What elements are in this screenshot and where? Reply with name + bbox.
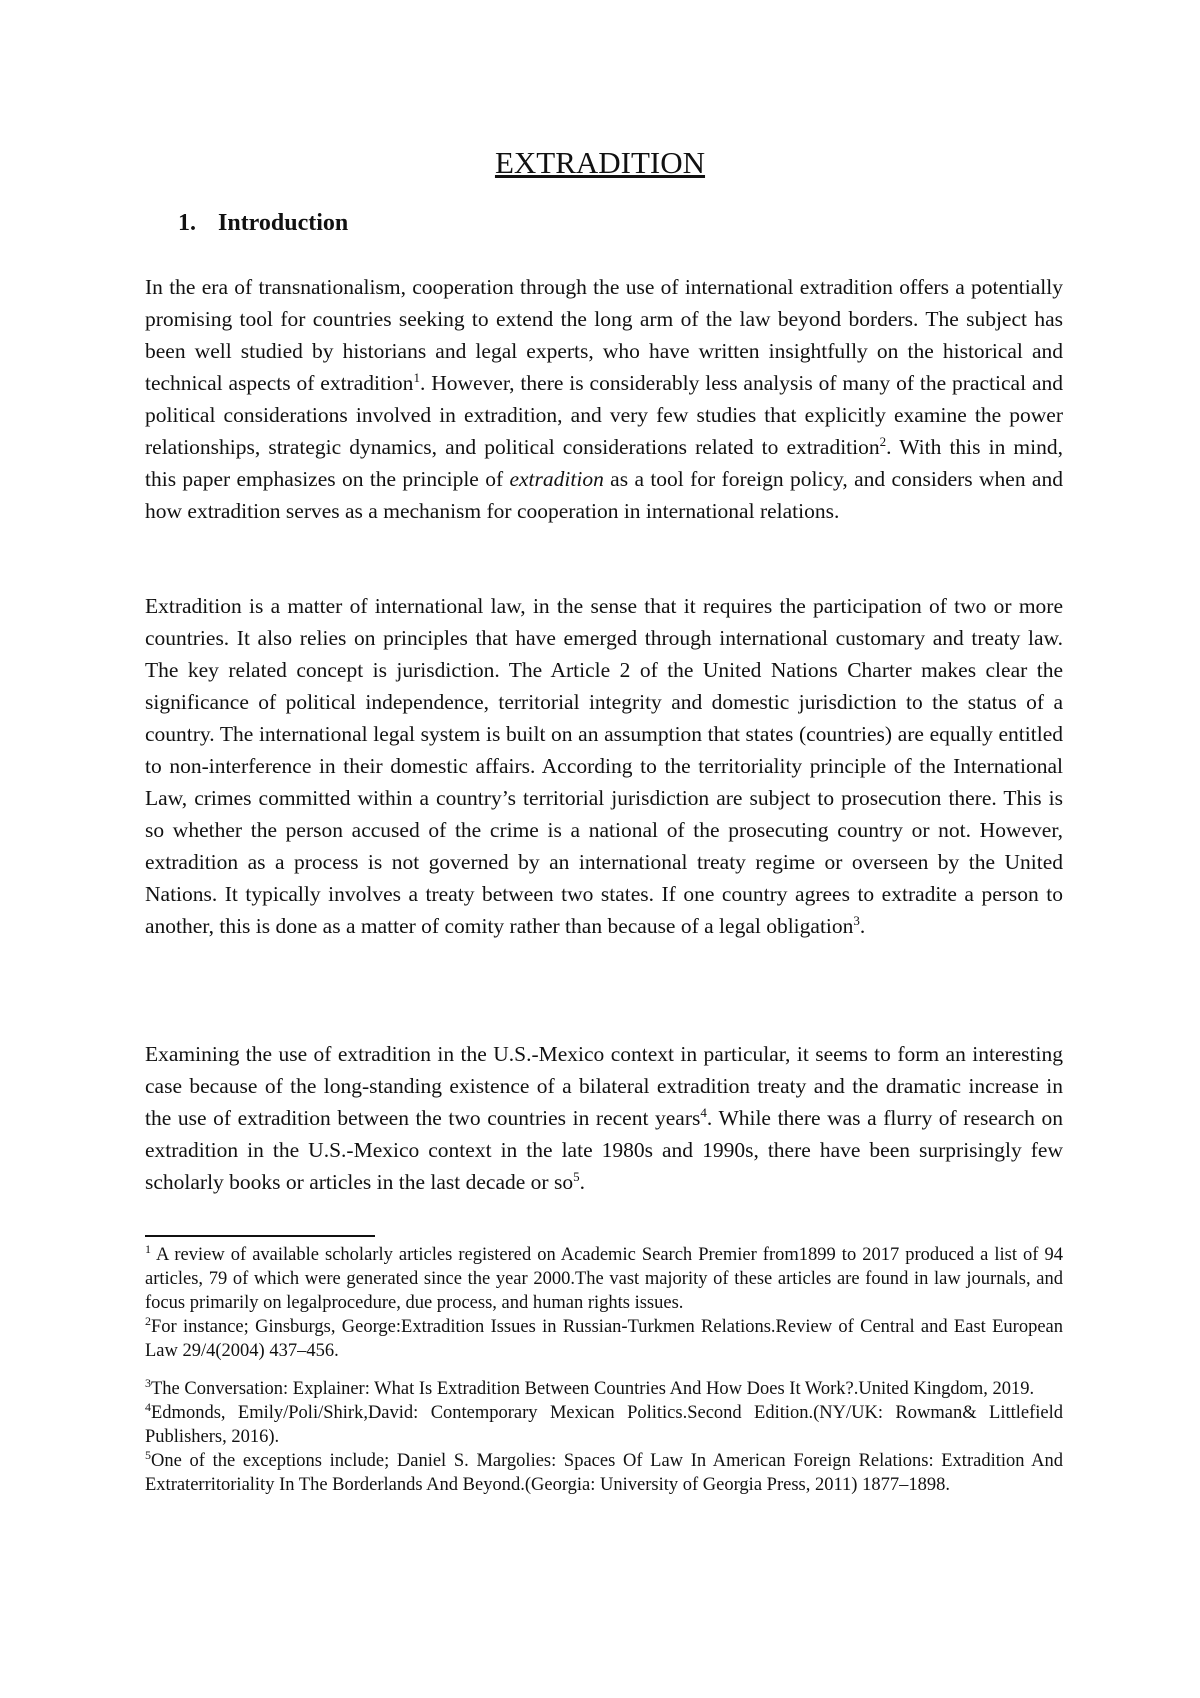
- footnote-2: [145, 1315, 1063, 1363]
- footnote-mark: 1: [145, 1241, 151, 1256]
- footnote-1: [145, 1243, 1063, 1315]
- footnote-5: [145, 1449, 1063, 1497]
- paragraph-2: [145, 590, 1063, 942]
- emphasized-term: extradition: [509, 467, 604, 491]
- footnote-text: One of the exceptions include; Daniel S. Margolies: Spaces Of Law In American Foreign Relations: Extradition And Extraterritoriality In The Borderlands And Beyond.(Georgia: University of Georgia Press, 2011) 1877–1898.: [145, 1451, 1063, 1495]
- footnote-separator: [145, 1235, 375, 1237]
- footnote-mark: 3: [145, 1375, 151, 1390]
- paragraph-text: . While there was a flurry of research on extradition in the U.S.-Mexico context in the late 1980s and 1990s, there have been surprisingly few scholarly books or articles in the last decade or so: [145, 1106, 1063, 1194]
- paragraph-1: [145, 271, 1063, 527]
- footnote-mark: 4: [145, 1399, 151, 1414]
- paragraph-text: . However, there is considerably less analysis of many of the practical and political considerations involved in extradition, and very few studies that explicitly examine the power relationships, strategic dynamics, and political considerations related to extradition: [145, 371, 1063, 459]
- footnote-ref-3: 3: [853, 912, 860, 928]
- footnote-text: For instance; Ginsburgs, George:Extradition Issues in Russian-Turkmen Relations.Review of Central and East European Law 29/4(2004) 437–456.: [145, 1317, 1063, 1361]
- document-title: EXTRADITION: [494, 145, 706, 180]
- footnote-4: [145, 1401, 1063, 1449]
- footnote-mark: 5: [145, 1447, 151, 1462]
- footnote-ref-5: 5: [573, 1168, 580, 1184]
- footnote-ref-1: 1: [413, 369, 420, 385]
- footnote-text: Edmonds, Emily/Poli/Shirk,David: Contemporary Mexican Politics.Second Edition.(NY/UK: Rowman& Littlefield Publishers, 2016).: [145, 1403, 1063, 1447]
- paragraph-text: as a tool for foreign policy, and considers when and how extradition serves as a mechanism for cooperation in international relations.: [145, 467, 1063, 523]
- section-number: 1.: [178, 210, 196, 236]
- paragraph-text: Extradition is a matter of international law, in the sense that it requires the participation of two or more countries. It also relies on principles that have emerged through international customary and treaty law. The key related concept is jurisdiction. The Article 2 of the United Nations Charter makes clear the significance of political independence, territorial integrity and domestic jurisdiction to the status of a country. The international legal system is built on an assumption that states (countries) are equally entitled to non-interference in their domestic affairs. According to the territoriality principle of the International Law, crimes committed within a country’s territorial jurisdiction are subject to prosecution there. This is so whether the person accused of the crime is a national of the prosecuting country or not. However, extradition as a process is not governed by an international treaty regime or overseen by the United Nations. It typically involves a treaty between two states. If one country agrees to extradite a person to another, this is done as a matter of comity rather than because of a legal obligation: [145, 594, 1063, 938]
- paragraph-text: .: [579, 1170, 585, 1194]
- footnote-mark: 2: [145, 1313, 151, 1328]
- footnote-text: The Conversation: Explainer: What Is Extradition Between Countries And How Does It Work?.United Kingdom, 2019.: [151, 1379, 1035, 1399]
- paragraph-text: .: [859, 914, 866, 938]
- section-title: Introduction: [218, 210, 349, 236]
- section-heading: [178, 208, 348, 238]
- footnote-ref-2: 2: [879, 433, 887, 449]
- paragraph-3: [145, 1038, 1063, 1198]
- paragraph-text: In the era of transnationalism, cooperation through the use of international extradition offers a potentially promising tool for countries seeking to extend the long arm of the law beyond borders. The subject has been well studied by historians and legal experts, who have written insightfully on the historical and technical aspects of extradition: [145, 275, 1063, 395]
- footnote-ref-4: 4: [700, 1104, 707, 1120]
- footnotes: [145, 1243, 1063, 1497]
- footnote-text: A review of available scholarly articles registered on Academic Search Premier from1899 to 2017 produced a list of 94 articles, 79 of which were generated since the year 2000.The vast majority of these articles are found in law journals, and focus primarily on legalprocedure, due process, and human rights issues.: [145, 1245, 1063, 1313]
- footnote-3: [145, 1377, 1063, 1401]
- paragraph-text: . With this in mind, this paper emphasizes on the principle of: [145, 435, 1063, 491]
- paragraph-text: Examining the use of extradition in the U.S.-Mexico context in particular, it seems to form an interesting case because of the long-standing existence of a bilateral extradition treaty and the dramatic increase in the use of extradition between the two countries in recent years: [145, 1042, 1063, 1130]
